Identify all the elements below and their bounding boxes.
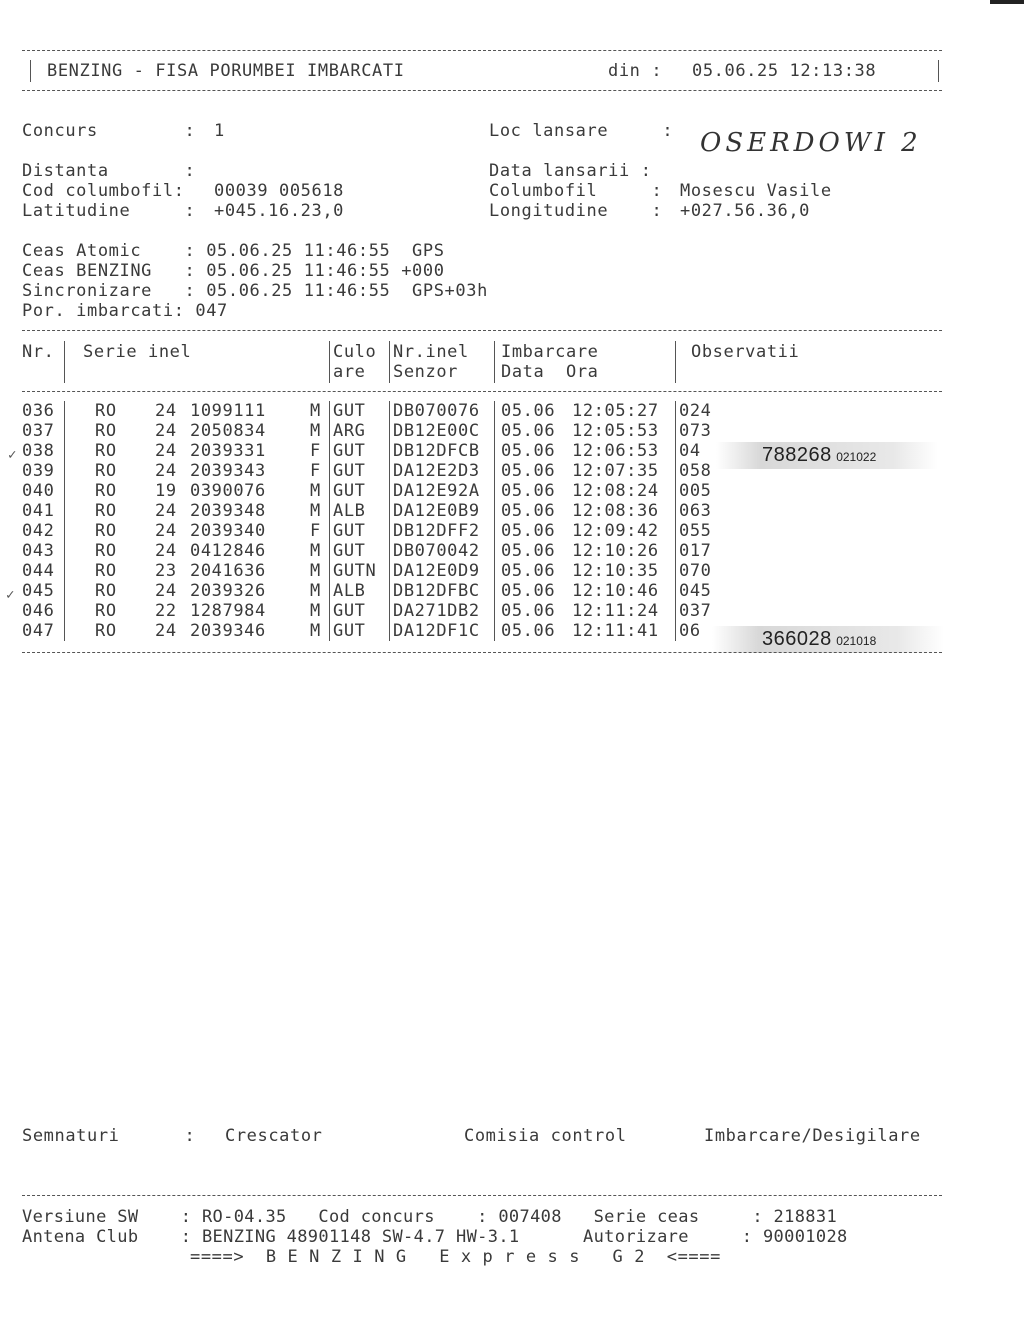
row-separator <box>329 441 330 461</box>
hdr-sep-3 <box>389 341 390 383</box>
col-header-nr: Nr. <box>22 342 55 362</box>
table-row <box>22 401 942 421</box>
header-right-border <box>938 60 939 82</box>
data-lansarii-label: Data lansarii : <box>489 161 652 181</box>
hdr-sep-5 <box>675 341 676 383</box>
row-separator <box>329 541 330 561</box>
cell-obs: 058 <box>679 461 712 481</box>
cell-data: 05.06 <box>501 621 556 641</box>
semnatura-crescator: Crescator <box>225 1126 323 1146</box>
header-top-rule <box>22 50 942 51</box>
cell-obs: 045 <box>679 581 712 601</box>
semnatura-comisia: Comisia control <box>464 1126 627 1146</box>
ring-stamp-2-code: 021018 <box>836 634 877 648</box>
cell-sex: M <box>310 561 321 581</box>
row-separator <box>329 421 330 441</box>
cell-yr: 24 <box>155 421 177 441</box>
cell-data: 05.06 <box>501 601 556 621</box>
concurs-value: 1 <box>214 121 225 141</box>
col-header-imbarcare-1: Imbarcare <box>501 342 599 362</box>
cell-sex: M <box>310 501 321 521</box>
row-separator <box>389 501 390 521</box>
footer-line-1: Versiune SW : RO-04.35 Cod concurs : 007408 Serie ceas : 218831 <box>22 1207 838 1227</box>
col-header-imbarcare-2: Data Ora <box>501 362 599 382</box>
cell-num: 2039326 <box>190 581 266 601</box>
cell-obs: 024 <box>679 401 712 421</box>
cell-senzor: DB12DFBC <box>393 581 480 601</box>
cell-nr: 040 <box>22 481 55 501</box>
cell-col: ARG <box>333 421 366 441</box>
cell-ora: 12:06:53 <box>572 441 659 461</box>
row-separator <box>329 401 330 421</box>
cell-col: ALB <box>333 581 366 601</box>
cell-nr: 038 <box>22 441 55 461</box>
cell-senzor: DA12E92A <box>393 481 480 501</box>
cell-ro: RO <box>95 541 117 561</box>
cell-yr: 23 <box>155 561 177 581</box>
table-row <box>22 421 942 441</box>
cell-yr: 24 <box>155 461 177 481</box>
cell-sex: F <box>310 461 321 481</box>
row-separator <box>494 581 495 601</box>
row-separator <box>494 421 495 441</box>
row-separator <box>389 601 390 621</box>
sincronizare: Sincronizare : 05.06.25 11:46:55 GPS+03h <box>22 281 488 301</box>
cell-ro: RO <box>95 621 117 641</box>
header-din-label: din : <box>608 61 663 81</box>
cell-sex: M <box>310 601 321 621</box>
longitudine-value: +027.56.36,0 <box>680 201 811 221</box>
table-header-rule <box>22 391 942 392</box>
table-row <box>22 561 942 581</box>
row-separator <box>64 541 65 561</box>
cell-data: 05.06 <box>501 581 556 601</box>
col-header-serie: Serie inel <box>83 342 192 362</box>
header-left-border <box>30 60 31 82</box>
cell-senzor: DB12DFF2 <box>393 521 480 541</box>
cell-yr: 24 <box>155 441 177 461</box>
table-row <box>22 601 942 621</box>
cell-ora: 12:10:46 <box>572 581 659 601</box>
cell-sex: F <box>310 521 321 541</box>
table-row <box>22 521 942 541</box>
cell-obs: 04 <box>679 441 701 461</box>
ceas-atomic: Ceas Atomic : 05.06.25 11:46:55 GPS <box>22 241 445 261</box>
cell-nr: 045 <box>22 581 55 601</box>
row-separator <box>64 461 65 481</box>
cell-senzor: DB12DFCB <box>393 441 480 461</box>
cell-data: 05.06 <box>501 541 556 561</box>
row-separator <box>675 481 676 501</box>
cell-sex: M <box>310 481 321 501</box>
cell-nr: 043 <box>22 541 55 561</box>
row-separator <box>389 581 390 601</box>
row-separator <box>389 541 390 561</box>
cell-ora: 12:08:24 <box>572 481 659 501</box>
cod-columbofil-value: 00039 005618 <box>214 181 345 201</box>
cell-col: GUT <box>333 401 366 421</box>
cell-sex: M <box>310 541 321 561</box>
cell-senzor: DB070076 <box>393 401 480 421</box>
cell-senzor: DB070042 <box>393 541 480 561</box>
row-separator <box>675 601 676 621</box>
col-header-culoare-2: are <box>333 362 366 382</box>
cell-ora: 12:11:41 <box>572 621 659 641</box>
cell-sex: M <box>310 421 321 441</box>
row-separator <box>64 401 65 421</box>
row-separator <box>64 521 65 541</box>
cell-obs: 017 <box>679 541 712 561</box>
row-separator <box>329 561 330 581</box>
cell-ro: RO <box>95 581 117 601</box>
row-separator <box>329 461 330 481</box>
row-separator <box>494 521 495 541</box>
hdr-sep-2 <box>329 341 330 383</box>
cell-yr: 22 <box>155 601 177 621</box>
cell-ora: 12:09:42 <box>572 521 659 541</box>
cell-num: 0412846 <box>190 541 266 561</box>
cell-col: GUT <box>333 601 366 621</box>
cell-obs: 073 <box>679 421 712 441</box>
cell-obs: 06 <box>679 621 701 641</box>
col-header-nrinel-2: Senzor <box>393 362 459 382</box>
table-row <box>22 481 942 501</box>
row-separator <box>64 441 65 461</box>
porumbei-imbarcati: Por. imbarcati: 047 <box>22 301 228 321</box>
row-separator <box>389 481 390 501</box>
row-separator <box>494 461 495 481</box>
cell-obs: 055 <box>679 521 712 541</box>
row-separator <box>329 581 330 601</box>
cod-columbofil-label: Cod columbofil: <box>22 181 185 201</box>
loc-lansare-handwritten: OSERDOWI 2 <box>700 128 922 158</box>
row-separator <box>675 421 676 441</box>
row-separator <box>64 481 65 501</box>
col-header-culoare-1: Culo <box>333 342 377 362</box>
footer-line-2: Antena Club : BENZING 48901148 SW-4.7 HW-3.1 Autorizare : 90001028 <box>22 1227 848 1247</box>
cell-ro: RO <box>95 501 117 521</box>
cell-ora: 12:08:36 <box>572 501 659 521</box>
cell-sex: F <box>310 441 321 461</box>
cell-ro: RO <box>95 421 117 441</box>
cell-ro: RO <box>95 601 117 621</box>
hdr-sep-4 <box>494 341 495 383</box>
cell-col: GUTN <box>333 561 377 581</box>
cell-data: 05.06 <box>501 521 556 541</box>
row-separator <box>329 521 330 541</box>
row-separator <box>64 501 65 521</box>
cell-nr: 037 <box>22 421 55 441</box>
ring-stamp-1-code: 021022 <box>836 450 877 464</box>
cell-num: 2050834 <box>190 421 266 441</box>
cell-senzor: DA12DF1C <box>393 621 480 641</box>
row-separator <box>494 541 495 561</box>
row-separator <box>64 561 65 581</box>
col-header-nrinel-1: Nr.inel <box>393 342 469 362</box>
row-separator <box>64 601 65 621</box>
cell-ro: RO <box>95 461 117 481</box>
latitudine-label: Latitudine : <box>22 201 196 221</box>
row-separator <box>389 421 390 441</box>
row-separator <box>389 521 390 541</box>
table-row <box>22 501 942 521</box>
cell-ro: RO <box>95 561 117 581</box>
cell-senzor: DA12E2D3 <box>393 461 480 481</box>
row-separator <box>494 441 495 461</box>
row-separator <box>494 621 495 641</box>
cell-data: 05.06 <box>501 501 556 521</box>
row-separator <box>389 441 390 461</box>
ring-stamp-1-number: 788268 <box>762 444 832 466</box>
row-separator <box>494 481 495 501</box>
row-separator <box>494 501 495 521</box>
row-separator <box>389 561 390 581</box>
footer-rule <box>22 1195 942 1196</box>
cell-num: 2039343 <box>190 461 266 481</box>
longitudine-label: Longitudine : <box>489 201 663 221</box>
cell-obs: 037 <box>679 601 712 621</box>
ring-stamp-2 <box>712 626 944 653</box>
concurs-label: Concurs : <box>22 121 196 141</box>
cell-senzor: DA12E0D9 <box>393 561 480 581</box>
row-separator <box>389 621 390 641</box>
cell-nr: 036 <box>22 401 55 421</box>
cell-obs: 063 <box>679 501 712 521</box>
cell-senzor: DA271DB2 <box>393 601 480 621</box>
cell-ro: RO <box>95 521 117 541</box>
cell-yr: 19 <box>155 481 177 501</box>
cell-data: 05.06 <box>501 561 556 581</box>
cell-ora: 12:11:24 <box>572 601 659 621</box>
ceas-benzing: Ceas BENZING : 05.06.25 11:46:55 +000 <box>22 261 445 281</box>
semnatura-imbarcare: Imbarcare/Desigilare <box>704 1126 921 1146</box>
columbofil-value: Mosescu Vasile <box>680 181 832 201</box>
cell-nr: 042 <box>22 521 55 541</box>
cell-ora: 12:10:35 <box>572 561 659 581</box>
tick-mark-045: ✓ <box>6 587 15 603</box>
cell-col: GUT <box>333 541 366 561</box>
tick-mark-038: ✓ <box>8 447 17 463</box>
cell-ro: RO <box>95 481 117 501</box>
col-header-observatii: Observatii <box>691 342 800 362</box>
cell-col: GUT <box>333 461 366 481</box>
row-separator <box>675 521 676 541</box>
cell-sex: M <box>310 621 321 641</box>
cell-num: 1287984 <box>190 601 266 621</box>
cell-num: 1099111 <box>190 401 266 421</box>
table-row <box>22 541 942 561</box>
table-top-rule <box>22 330 942 331</box>
cell-col: ALB <box>333 501 366 521</box>
hdr-sep-1 <box>64 341 65 383</box>
cell-ro: RO <box>95 401 117 421</box>
cell-nr: 044 <box>22 561 55 581</box>
cell-sex: M <box>310 401 321 421</box>
row-separator <box>675 501 676 521</box>
row-separator <box>389 461 390 481</box>
loc-lansare-label: Loc lansare : <box>489 121 674 141</box>
header-title: BENZING - FISA PORUMBEI IMBARCATI <box>47 61 405 81</box>
row-separator <box>675 541 676 561</box>
cell-nr: 047 <box>22 621 55 641</box>
row-separator <box>675 441 676 461</box>
row-separator <box>64 421 65 441</box>
row-separator <box>675 581 676 601</box>
row-separator <box>675 621 676 641</box>
cell-col: GUT <box>333 521 366 541</box>
cell-ora: 12:05:53 <box>572 421 659 441</box>
cell-data: 05.06 <box>501 421 556 441</box>
header-bottom-rule <box>22 90 942 91</box>
cell-data: 05.06 <box>501 461 556 481</box>
cell-senzor: DA12E0B9 <box>393 501 480 521</box>
table-row <box>22 581 942 601</box>
cell-senzor: DB12E00C <box>393 421 480 441</box>
header-din-value: 05.06.25 12:13:38 <box>692 61 877 81</box>
cell-yr: 24 <box>155 521 177 541</box>
distanta-label: Distanta : <box>22 161 196 181</box>
cell-ora: 12:05:27 <box>572 401 659 421</box>
row-separator <box>389 401 390 421</box>
row-separator <box>494 401 495 421</box>
cell-yr: 24 <box>155 621 177 641</box>
cell-col: GUT <box>333 441 366 461</box>
semnaturi-label: Semnaturi : <box>22 1126 196 1146</box>
row-separator <box>494 561 495 581</box>
cell-ora: 12:07:35 <box>572 461 659 481</box>
cell-num: 2039346 <box>190 621 266 641</box>
table-bottom-rule <box>22 652 942 653</box>
cell-data: 05.06 <box>501 481 556 501</box>
row-separator <box>329 501 330 521</box>
row-separator <box>64 581 65 601</box>
cell-data: 05.06 <box>501 441 556 461</box>
row-separator <box>329 481 330 501</box>
cell-ro: RO <box>95 441 117 461</box>
cell-yr: 24 <box>155 541 177 561</box>
footer-line-3: ====> B E N Z I N G E x p r e s s G 2 <==== <box>190 1247 721 1267</box>
cell-yr: 24 <box>155 581 177 601</box>
cell-num: 2039348 <box>190 501 266 521</box>
page-edge-mark <box>990 0 1024 4</box>
row-separator <box>675 461 676 481</box>
cell-ora: 12:10:26 <box>572 541 659 561</box>
cell-nr: 046 <box>22 601 55 621</box>
row-separator <box>675 561 676 581</box>
cell-obs: 005 <box>679 481 712 501</box>
cell-obs: 070 <box>679 561 712 581</box>
row-separator <box>329 601 330 621</box>
columbofil-label: Columbofil : <box>489 181 663 201</box>
cell-yr: 24 <box>155 501 177 521</box>
cell-yr: 24 <box>155 401 177 421</box>
cell-col: GUT <box>333 621 366 641</box>
cell-num: 0390076 <box>190 481 266 501</box>
ring-stamp-1 <box>716 442 938 469</box>
ring-stamp-2-number: 366028 <box>762 628 832 650</box>
row-separator <box>64 621 65 641</box>
cell-sex: M <box>310 581 321 601</box>
row-separator <box>329 621 330 641</box>
cell-num: 2039331 <box>190 441 266 461</box>
cell-data: 05.06 <box>501 401 556 421</box>
row-separator <box>675 401 676 421</box>
cell-num: 2041636 <box>190 561 266 581</box>
cell-col: GUT <box>333 481 366 501</box>
cell-nr: 041 <box>22 501 55 521</box>
cell-nr: 039 <box>22 461 55 481</box>
row-separator <box>494 601 495 621</box>
latitudine-value: +045.16.23,0 <box>214 201 345 221</box>
cell-num: 2039340 <box>190 521 266 541</box>
